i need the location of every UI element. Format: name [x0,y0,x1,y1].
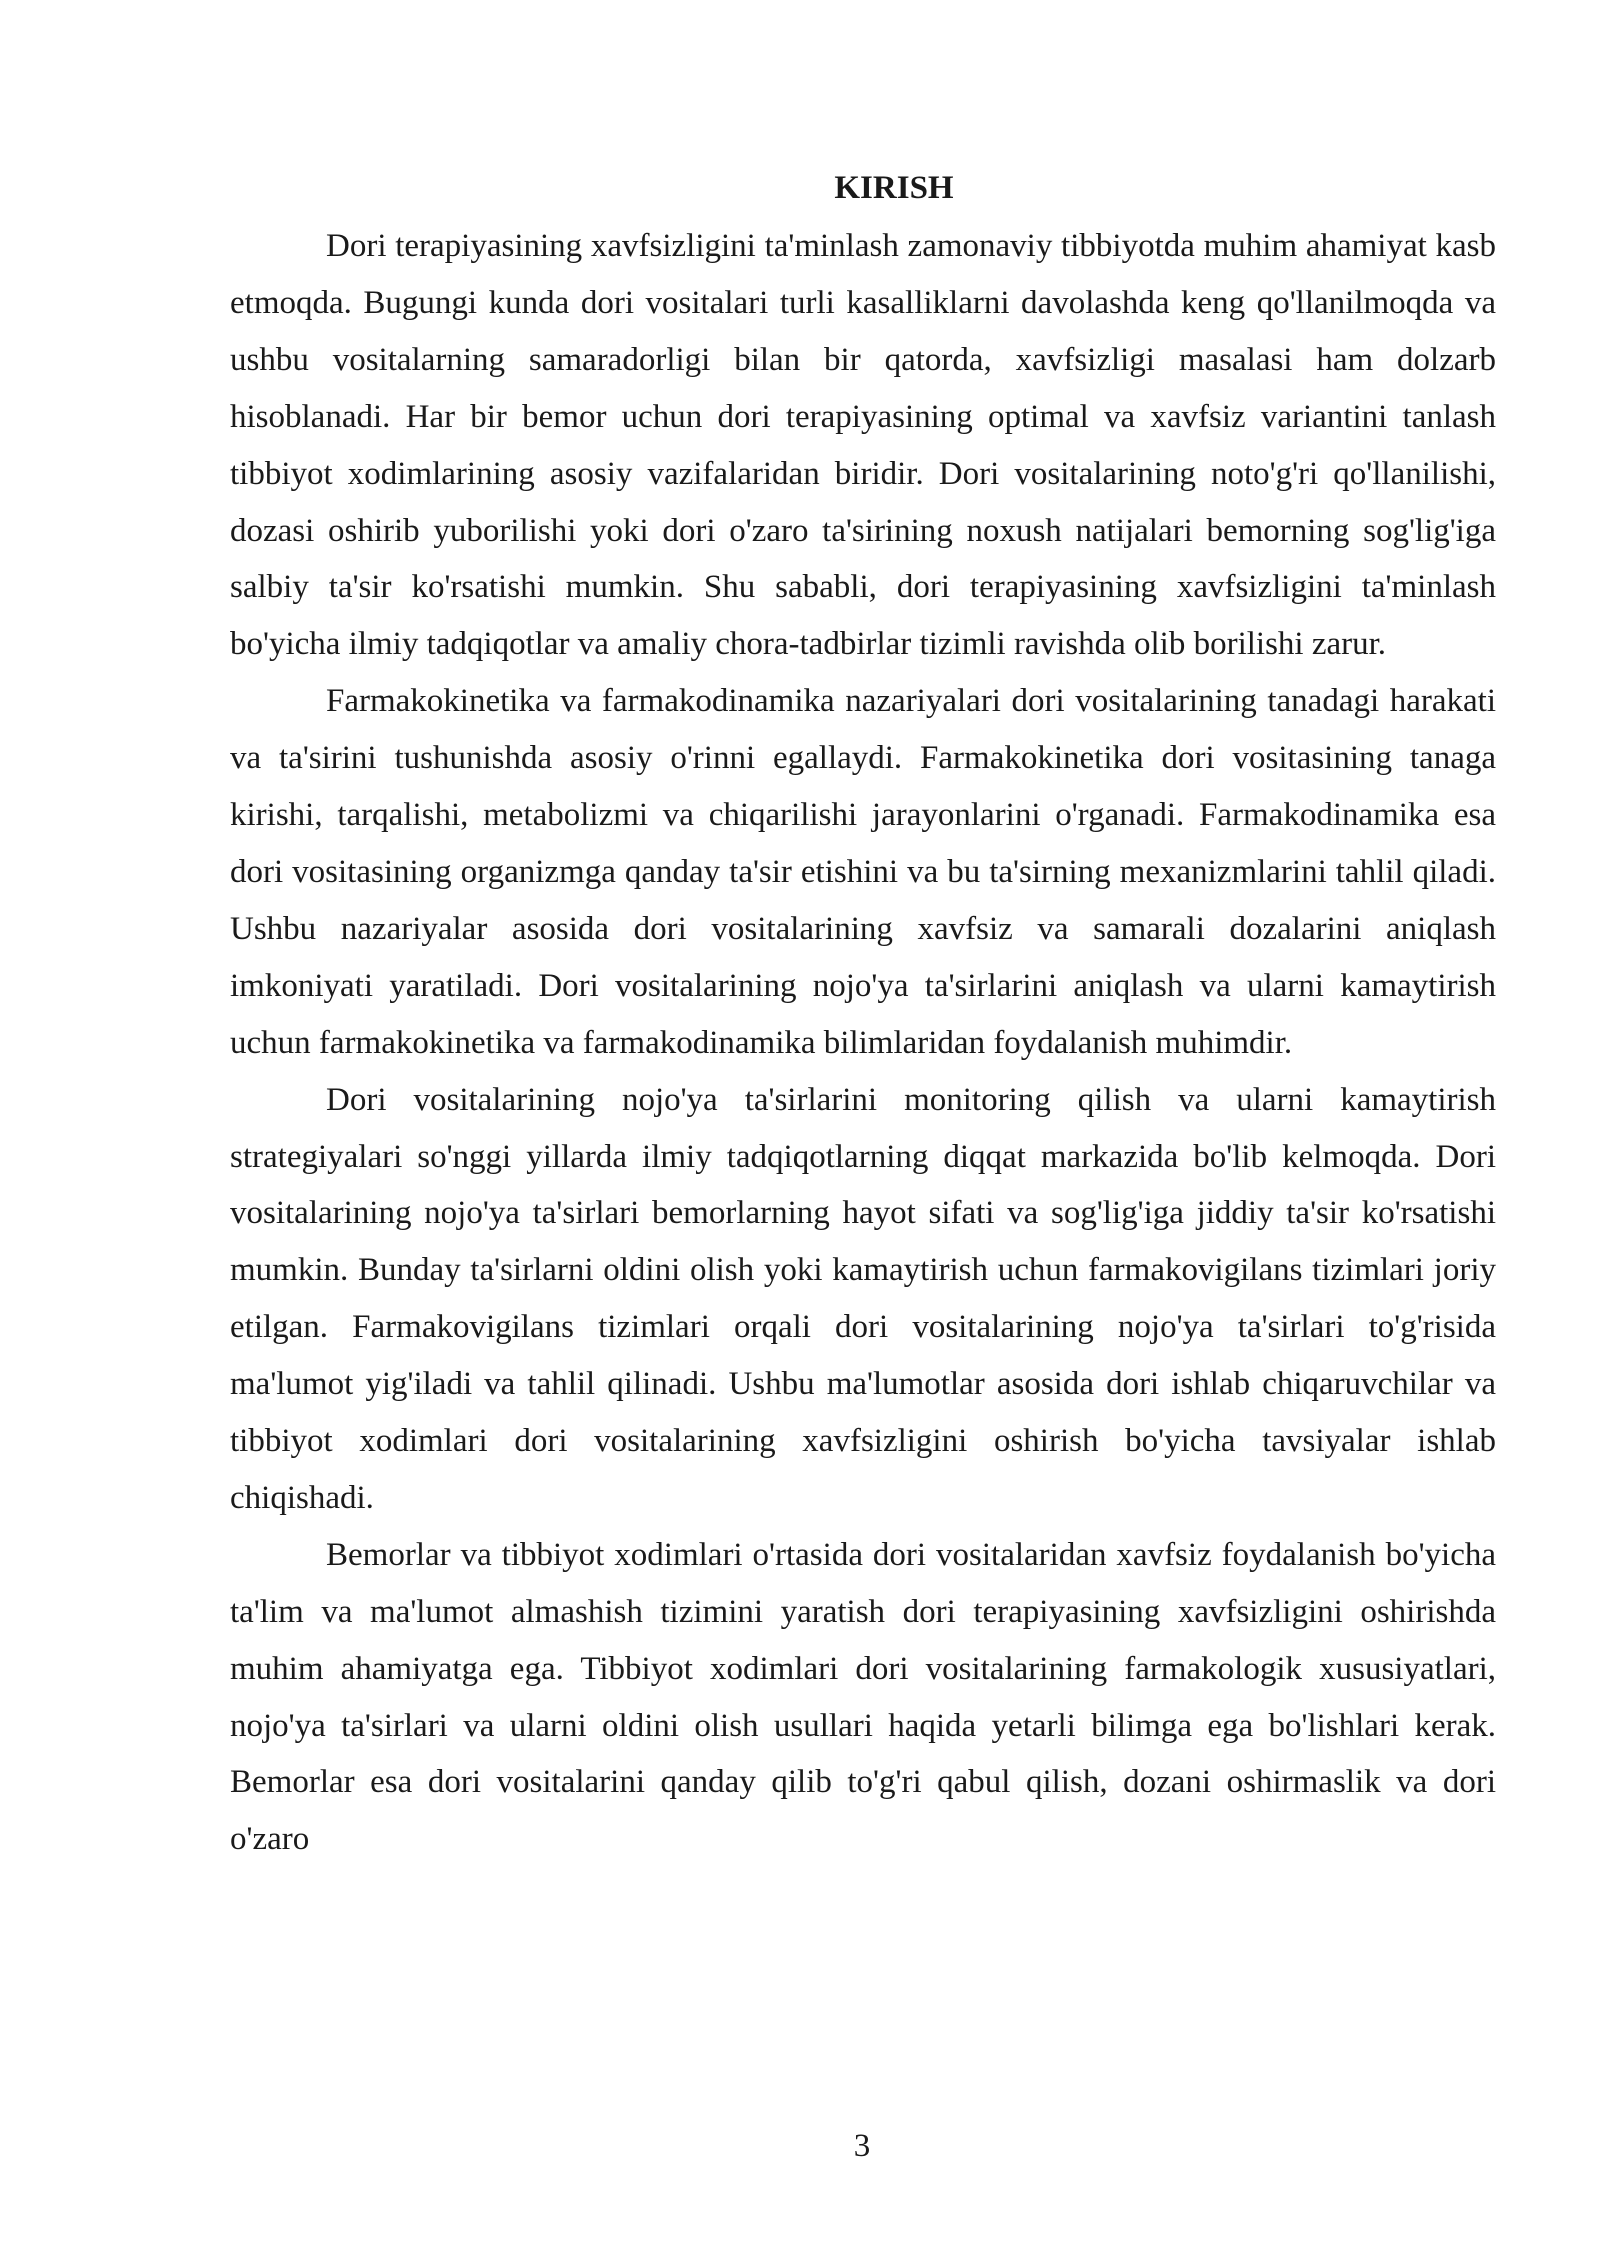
section-title: KIRISH [834,170,954,206]
page-number: 3 [853,2128,871,2164]
document-page [230,160,1496,1868]
paragraph-3: Dori vositalarining nojo'ya ta'sirlarini monitoring qilish va ularni kamaytirish strategiyalari so'nggi yillarda ilmiy tadqiqotlarning diqqat markazida bo'lib kelmoqda. Dori vositalarining nojo'ya ta'sirlari bemorlarning hayot sifati va sog'lig'iga jiddiy ta'sir ko'rsatishi mumkin. Bunday ta'sirlarni oldini olish yoki kamaytirish uchun farmakovigilans tizimlari joriy etilgan. Farmakovigilans tizimlari orqali dori vositalarining nojo'ya ta'sirlari to'g'risida ma'lumot yig'iladi va tahlil qilinadi. Ushbu ma'lumotlar asosida dori ishlab chiqaruvchilar va tibbiyot xodimlari dori vositalarining xavfsizligini oshirish bo'yicha tavsiyalar ishlab chiqishadi. [230,1081,1496,1516]
paragraph-4: Bemorlar va tibbiyot xodimlari o'rtasida dori vositalaridan xavfsiz foydalanish bo'yicha ta'lim va ma'lumot almashish tizimini yaratish dori terapiyasining xavfsizligini oshirishda muhim ahamiyatga ega. Tibbiyot xodimlari dori vositalarining farmakologik xususiyatlari, nojo'ya ta'sirlari va ularni oldini olish usullari haqida yetarli bilimga ega bo'lishlari kerak. Bemorlar esa dori vositalarini qanday qilib to'g'ri qabul qilish, dozani oshirmaslik va dori o'zaro [230,1536,1496,1858]
paragraph-2: Farmakokinetika va farmakodinamika nazariyalari dori vositalarining tanadagi harakati va ta'sirini tushunishda asosiy o'rinni egallaydi. Farmakokinetika dori vositasining tanaga kirishi, tarqalishi, metabolizmi va chiqarilishi jarayonlarini o'rganadi. Farmakodinamika esa dori vositasining organizmga qanday ta'sir etishini va bu ta'sirning mexanizmlarini tahlil qiladi. Ushbu nazariyalar asosida dori vositalarining xavfsiz va samarali dozalarini aniqlash imkoniyati yaratiladi. Dori vositalarining nojo'ya ta'sirlarini aniqlash va ularni kamaytirish uchun farmakokinetika va farmakodinamika bilimlaridan foydalanish muhimdir. [230,683,1496,1061]
paragraph-1: Dori terapiyasining xavfsizligini ta'minlash zamonaviy tibbiyotda muhim ahamiyat kasb etmoqda. Bugungi kunda dori vositalari turli kasalliklarni davolashda keng qo'llanilmoqda va ushbu vositalarning samaradorligi bilan bir qatorda, xavfsizligi masalasi ham dolzarb hisoblanadi. Har bir bemor uchun dori terapiyasining optimal va xavfsiz variantini tanlash tibbiyot xodimlarining asosiy vazifalaridan biridir. Dori vositalarining noto'g'ri qo'llanilishi, dozasi oshirib yuborilishi yoki dori o'zaro ta'sirining noxush natijalari bemorning sog'lig'iga salbiy ta'sir ko'rsatishi mumkin. Shu sababli, dori terapiyasining xavfsizligini ta'minlash bo'yicha ilmiy tadqiqotlar va amaliy chora-tadbirlar tizimli ravishda olib borilishi zarur. [230,228,1496,663]
